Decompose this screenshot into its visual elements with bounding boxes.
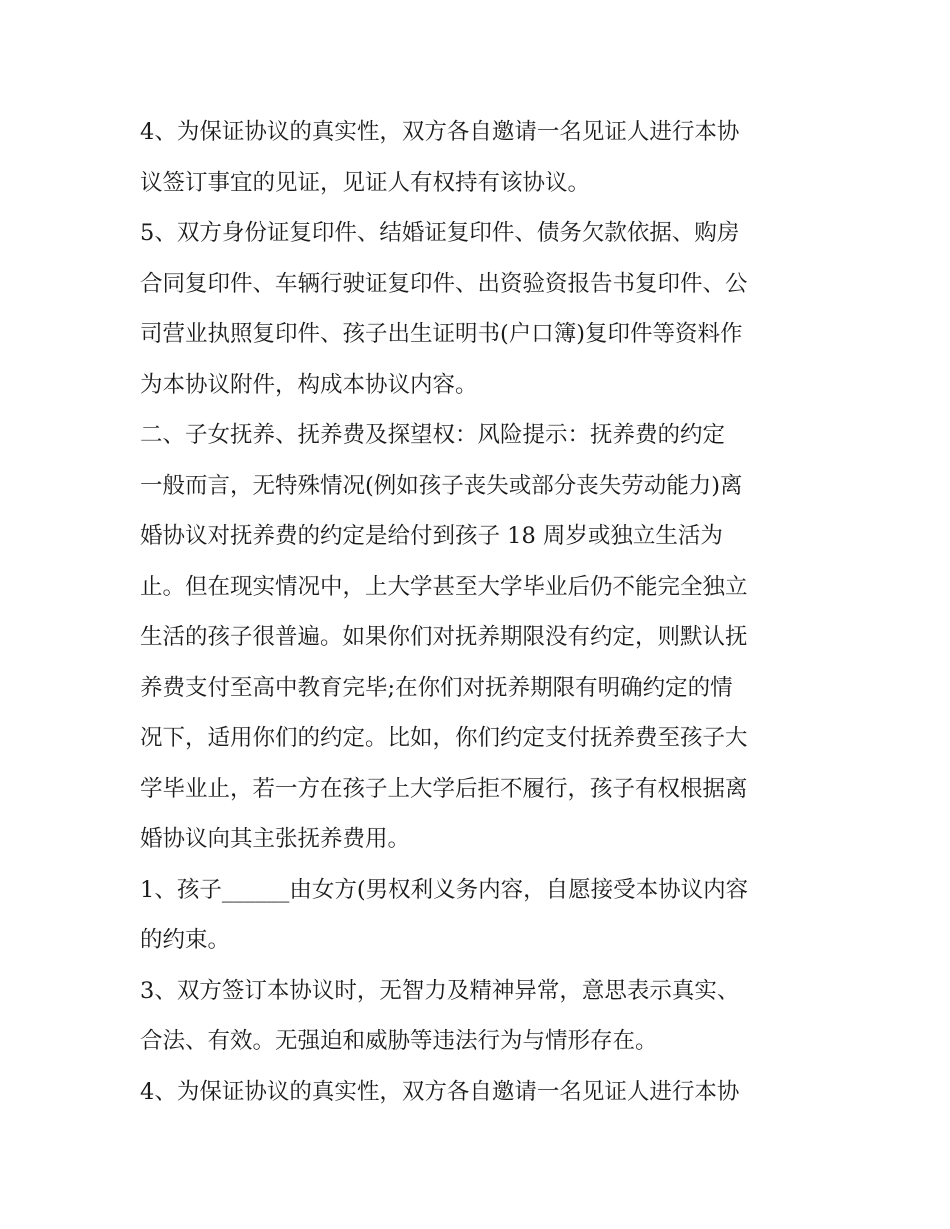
text-line: 婚协议对抚养费的约定是给付到孩子 18 周岁或独立生活为	[140, 523, 723, 549]
text-line: 司营业执照复印件、孩子出生证明书(户口簿)复印件等资料作	[140, 321, 743, 347]
text-line: 生活的孩子很普遍。如果你们对抚养期限没有约定，则默认抚	[140, 624, 748, 650]
text-line: 一般而言，无特殊情况(例如孩子丧失或部分丧失劳动能力)离	[140, 472, 743, 499]
text-line: 4、为保证协议的真实性，双方各自邀请一名见证人进行本协	[140, 1078, 740, 1105]
text-line: 3、双方签订本协议时，无智力及精神异常，意思表示真实、	[140, 977, 740, 1004]
section-heading-line: 二、子女抚养、抚养费及探望权：风险提示：抚养费的约定	[140, 422, 726, 448]
text-line: 合同复印件、车辆行驶证复印件、出资验资报告书复印件、公	[140, 270, 748, 297]
text-line: 为本协议附件，构成本协议内容。	[140, 371, 478, 398]
text-line: 议签订事宜的见证，见证人有权持有该协议。	[140, 169, 591, 196]
text-line: 合法、有效。无强迫和威胁等违法行为与情形存在。	[140, 1028, 658, 1054]
text-line: 4、为保证协议的真实性，双方各自邀请一名见证人进行本协	[140, 119, 740, 145]
text-line: 养费支付至高中教育完毕;在你们对抚养期限有明确约定的情	[140, 674, 733, 701]
text-line: 5、双方身份证复印件、结婚证复印件、债务欠款依据、购房	[140, 220, 740, 246]
text-line: 止。但在现实情况中，上大学甚至大学毕业后仍不能完全独立	[140, 573, 748, 600]
text-line: 婚协议向其主张抚养费用。	[140, 826, 411, 852]
text-line: 的约束。	[140, 927, 231, 953]
text-line: 况下，适用你们的约定。比如，你们约定支付抚养费至孩子大	[140, 725, 748, 751]
text-line: 1、孩子______由女方(男权利义务内容，自愿接受本协议内容	[140, 876, 749, 903]
document-body	[140, 107, 820, 1117]
text-line: 学毕业止，若一方在孩子上大学后拒不履行，孩子有权根据离	[140, 775, 748, 802]
